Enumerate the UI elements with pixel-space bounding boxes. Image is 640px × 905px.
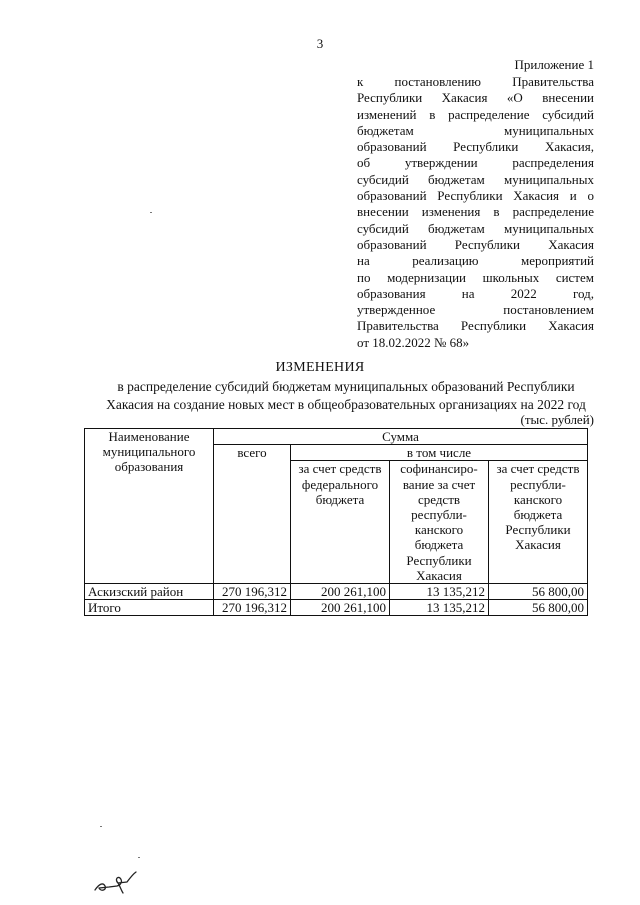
appendix-body xyxy=(357,74,594,351)
appendix-line: образований Республики Хакасия, xyxy=(357,139,594,155)
cell-federal: 200 261,100 xyxy=(291,600,390,616)
appendix-line: об утверждении распределения xyxy=(357,155,594,171)
appendix-line: Правительства Республики Хакасия xyxy=(357,318,594,334)
cell-total: 270 196,312 xyxy=(214,584,291,600)
cell-name: Итого xyxy=(85,600,214,616)
scan-speck xyxy=(138,857,140,858)
cell-republican: 56 800,00 xyxy=(489,600,588,616)
page-number: 3 xyxy=(316,36,324,51)
subtitle-line: Хакасия на создание новых мест в общеобразовательных организациях на 2022 год xyxy=(106,396,586,412)
appendix-line: субсидий бюджетам муниципальных xyxy=(357,171,594,187)
appendix-line: внесении изменения в распределение xyxy=(357,204,594,220)
cell-federal: 200 261,100 xyxy=(291,584,390,600)
cell-republican: 56 800,00 xyxy=(489,584,588,600)
appendix-line: по модернизации школьных систем xyxy=(357,269,594,285)
document-title: ИЗМЕНЕНИЯ xyxy=(275,360,365,375)
appendix-line: Республики Хакасия «О внесении xyxy=(357,90,594,106)
appendix-line: образований Республики Хакасия и о xyxy=(357,188,594,204)
table-header-row xyxy=(85,429,588,445)
header-cofinancing: софинансиро-вание за счет средств республи-канского бюджета Республики Хакасия xyxy=(390,461,489,584)
table-row xyxy=(85,600,588,616)
signature-mark xyxy=(93,868,141,896)
appendix-line: образований Республики Хакасия xyxy=(357,236,594,252)
appendix-line: бюджетам муниципальных xyxy=(357,122,594,138)
appendix-line: на реализацию мероприятий xyxy=(357,253,594,269)
units-label: (тыс. рублей) xyxy=(520,412,594,427)
table-row xyxy=(85,584,588,600)
document-subtitle xyxy=(96,378,596,413)
header-municipality: Наименование муниципального образования xyxy=(85,429,214,584)
header-total: всего xyxy=(214,445,291,584)
subtitle-line: в распределение субсидий бюджетам муниципальных образований Республики xyxy=(117,379,575,394)
appendix-line: утвержденное постановлением xyxy=(357,302,594,318)
cell-total: 270 196,312 xyxy=(214,600,291,616)
scan-speck xyxy=(100,826,102,827)
appendix-line: к постановлению Правительства xyxy=(357,74,594,89)
appendix-line: от 18.02.2022 № 68» xyxy=(357,334,470,350)
header-sum: Сумма xyxy=(214,429,588,445)
appendix-line: изменений в распределение субсидий xyxy=(357,106,594,122)
cell-cofinancing: 13 135,212 xyxy=(390,584,489,600)
header-including: в том числе xyxy=(291,445,588,461)
scan-speck xyxy=(150,212,152,213)
header-federal: за счет средств федерального бюджета xyxy=(291,461,390,584)
cell-cofinancing: 13 135,212 xyxy=(390,600,489,616)
subsidies-table xyxy=(84,428,588,616)
cell-name: Аскизский район xyxy=(85,584,214,600)
header-republican: за счет средств республи-канского бюджета Республики Хакасия xyxy=(489,461,588,584)
appendix-line: образования на 2022 год, xyxy=(357,285,594,301)
appendix-title: Приложение 1 xyxy=(514,57,594,72)
appendix-line: субсидий бюджетам муниципальных xyxy=(357,220,594,236)
